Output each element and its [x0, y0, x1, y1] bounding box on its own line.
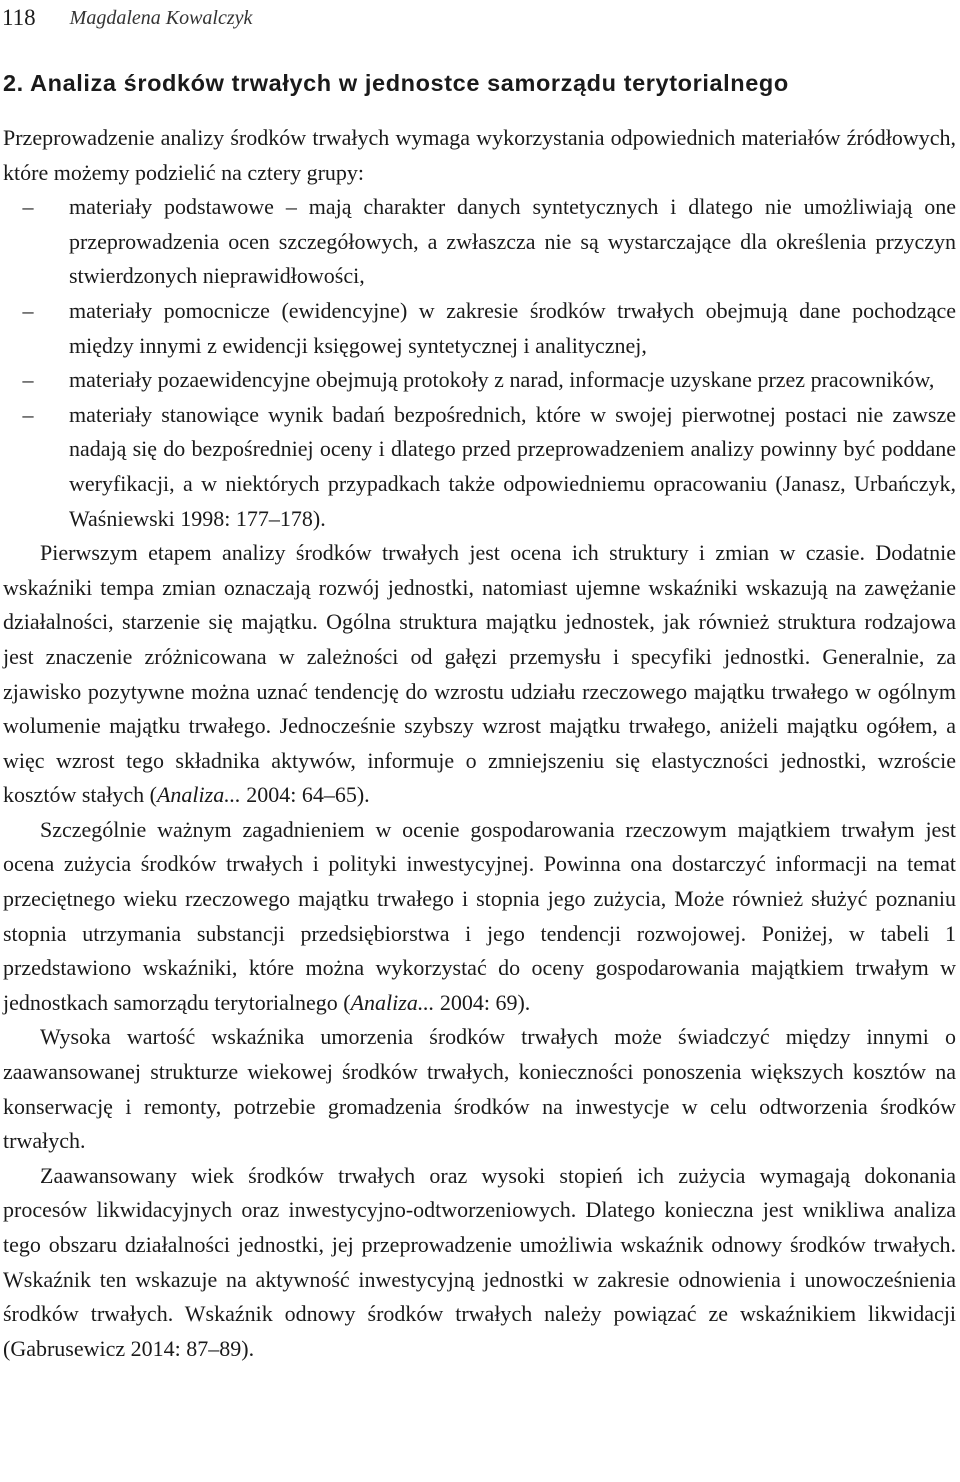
paragraph: Wysoka wartość wskaźnika umorzenia środków trwałych może świadczyć między innymi o zaawansowanej strukturze wiekowej środków trwałych, konieczności ponoszenia większych kosztów na konserwację i remonty, potrzebie gromadzenia środków na inwestycje w celu odtworzenia środków trwałych. — [3, 1024, 956, 1154]
paragraph: Zaawansowany wiek środków trwałych oraz wysoki stopień ich zużycia wymagają dokonania procesów likwidacyjnych oraz inwestycyjno-odtworzeniowych. Dlatego konieczna jest wnikliwa analiza tego obszaru działalności jednostki, jej przeprowadzenie umożliwia wskaźnik odnowy środków trwałych. Wskaźnik ten wskazuje na aktywność inwestycyjną jednostki w zakresie odnowienia i unowocześnienia środków trwałych. Wskaźnik odnowy środków trwałych należy powiązać ze wskaźnikiem likwidacji (Gabrusewicz 2014: 87–89). — [3, 1162, 956, 1361]
section-title: 2. Analiza środków trwałych w jednostce samorządu terytorialnego — [3, 70, 789, 96]
paragraph — [3, 536, 956, 813]
page-number: 118 — [2, 5, 36, 30]
dash-bullet: – — [22, 297, 34, 323]
citation-title: Analiza... — [156, 782, 241, 808]
list-item-text: materiały pomocnicze (ewidencyjne) w zakresie środków trwałych obejmują dane pochodzące między innymi z ewidencji księgowej syntetycznej i analitycznej, — [69, 297, 956, 358]
dash-bullet: – — [22, 367, 34, 393]
running-author: Magdalena Kowalczyk — [69, 6, 253, 29]
list-item — [3, 398, 956, 536]
intro-paragraph: Przeprowadzenie analizy środków trwałych wymaga wykorzystania odpowiednich materiałów źródłowych, które możemy podzielić na cztery grupy: — [3, 125, 956, 185]
citation-title: Analiza... — [350, 989, 435, 1015]
dash-bullet: – — [22, 194, 34, 220]
list-item-text: materiały stanowiące wynik badań bezpośrednich, które w swojej pierwotnej postaci nie zawsze nadają się do bezpośredniej oceny i dlatego przed przeprowadzeniem analizy powinny być poddane weryfikacji, a w niektórych przypadkach także odpowiedniemu opracowaniu (Janasz, Urbańczyk, Waśniewski 1998: 177–178). — [69, 401, 956, 531]
body-text — [3, 121, 956, 1366]
running-header — [2, 0, 252, 36]
paragraph — [3, 813, 956, 1021]
dash-bullet: – — [22, 401, 34, 427]
list-item — [3, 294, 956, 363]
citation-details: 2004: 64–65). — [240, 782, 370, 808]
source-materials-list — [3, 190, 956, 536]
list-item-text: materiały pozaewidencyjne obejmują protokoły z narad, informacje uzyskane przez pracowników, — [69, 367, 935, 393]
list-item-text: materiały podstawowe – mają charakter danych syntetycznych i dlatego nie umożliwiają one przeprowadzenia ocen szczegółowych, a zwłaszcza nie są wystarczające dla określenia przyczyn stwierdzonych nieprawidłowości, — [69, 194, 956, 289]
list-item — [3, 190, 956, 294]
paragraph-text: Pierwszym etapem analizy środków trwałych jest ocena ich struktury i zmian w czasie. Dodatnie wskaźniki tempa zmian oznaczają rozwój jednostki, natomiast ujemne wskaźniki wskazują na zawężanie działalności, starzenie się majątku. Ogólna struktura majątku jednostek, jak również struktura rodzajowa jest znaczenie zróżnicowana w zależności od gałęzi przemysłu i specyfiki jednostki. Generalnie, za zjawisko pozytywne można uznać tendencję do wzrostu udziału rzeczowego majątku trwałego w ogólnym wolumenie majątku trwałego. Jednocześnie szybszy wzrost majątku trwałego, aniżeli majątku ogółem, a więc wzrost tego składnika aktywów, informuje o zmniejszeniu się elastyczności jednostki, wzroście kosztów stałych ( — [3, 540, 956, 808]
paragraph-text: Szczególnie ważnym zagadnieniem w ocenie gospodarowania rzeczowym majątkiem trwałym jest ocena zużycia środków trwałych i polityki inwestycyjnej. Powinna ona dostarczyć informacji na temat przeciętnego wieku rzeczowego majątku trwałego i stopnia jego zużycia, Może również służyć poznaniu stopnia utrzymania substancji przedsiębiorstwa i jego tendencji rozwojowej. Poniżej, w tabeli 1 przedstawiono wskaźniki, które można wykorzystać do oceny gospodarowania majątkiem trwałym w jednostkach samorządu terytorialnego ( — [3, 816, 956, 1015]
citation-details: 2004: 69). — [434, 989, 531, 1015]
list-item — [3, 363, 956, 398]
